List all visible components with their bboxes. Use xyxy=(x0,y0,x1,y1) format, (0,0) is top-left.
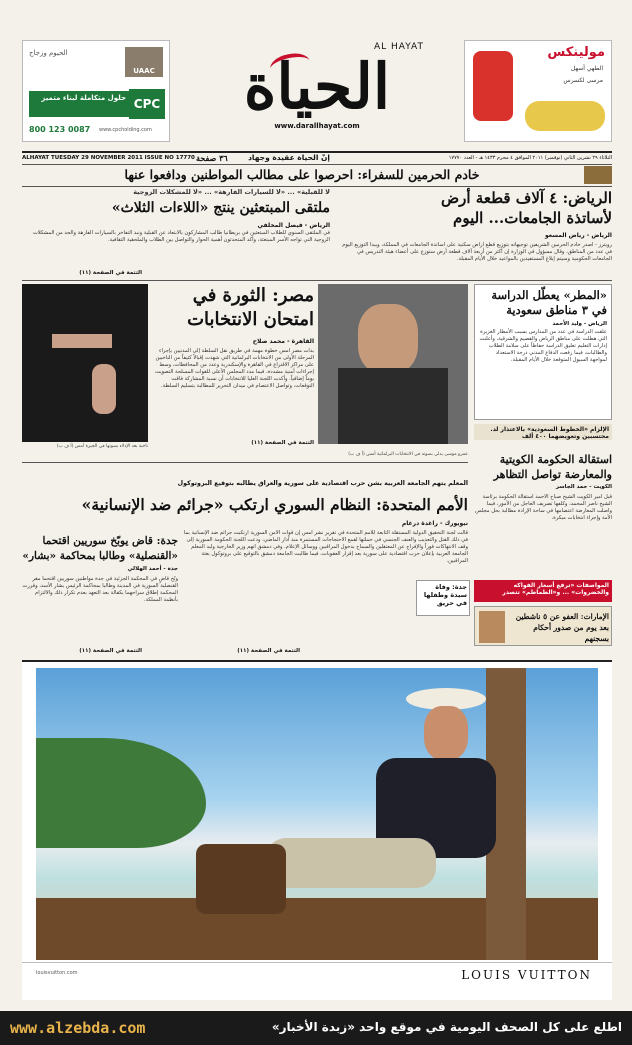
banner-headline[interactable]: خادم الحرمين للسفراء: احرصوا على مطالب المواطنين ودافعوا عنها xyxy=(124,167,480,182)
masthead-url[interactable]: www.darallhayat.com xyxy=(274,122,360,130)
forum-byline: الرياض - فيصل المخلفي xyxy=(257,222,330,229)
trousers xyxy=(266,838,436,888)
ad-right-product: مرسى لكسرس xyxy=(563,77,603,84)
egypt-headline[interactable]: مصر: الثورة في امتحان الانتخابات xyxy=(187,285,314,330)
bottom-ticker[interactable] xyxy=(0,1011,632,1045)
rain-body: علقت الدراسة في عدد من المدارس بسبب الأمطار الغزيرة التي هطلت على مناطق الرياض والقصيم والشرقية، وأعلنت إدارات التعليم تعليق الدراسة حفاظاً على سلامة الطلاب والطالبات، فيما رفعت الدفاع المدني درجة الاستعداد لمواجهة السيول المتوقعة خلال الأيام المقبلة. xyxy=(479,329,607,363)
uaac-logo: UAAC xyxy=(125,47,163,77)
banner-rule xyxy=(22,186,612,187)
rain-byline: الرياض - وليد الأحمد xyxy=(552,321,607,327)
airline-headline[interactable]: الإلزام «الخطوط السعودية» بالاعتذار لد. محتسبين وتعويضهما ٤٠٠ ألف xyxy=(474,424,612,440)
riyadh-body: رويترز - أصدر خادم الحرمين الشريفين توجيهاته بتوزيع قطع أراض سكنية على أساتذة الجامعات في المملكة، ويبدأ التوزيع اليوم في عدد من المناطق، وقال مسؤول في الوزارة إن أكثر من أربعة آلاف قطعة أرض ستوزع على أعضاء هيئة التدريس في الجامعات الحكومية وسيتم إبلاغ المستفيدين بالمواعيد خلال الأيام المقبلة. xyxy=(342,242,612,262)
jeddah-body: وبّخ قاضٍ في المحكمة الجزئية في جدة مواطنين سوريين اقتحما مقر القنصلية السورية في المدينة وطالبا بمحاكمة الرئيس بشار الأسد، وقررت المحكمة إطلاق سراحهما بكفالة بعد التعهد بعدم تكرار ذلك والالتزام بأنظمة المملكة. xyxy=(22,576,178,603)
caption-moussa: عمرو موسى يدلي بصوته في الانتخابات البرلمانية أمس (أ ف ب) xyxy=(348,452,468,457)
ad-left-phone: 800 123 0087 xyxy=(29,125,91,134)
ticker-url[interactable]: www.alzebda.com xyxy=(10,1019,146,1037)
arab-headline[interactable]: الأمم المتحدة: النظام السوري ارتكب «جرائم ضد الإنسانية» xyxy=(81,495,468,514)
pages-count: ٣٦ صفحة xyxy=(196,153,228,163)
ad-left-tag: الحيوم وزجاج xyxy=(29,49,68,57)
ad-louis-vuitton[interactable] xyxy=(22,660,612,1000)
arab-body: قالت لجنة التحقيق الدولية المستقلة التابعة للأمم المتحدة في تقرير نشر أمس إن قوات الأمن السورية ارتكبت جرائم ضد الإنسانية بما في ذلك القتل والتعذيب والعنف الجنسي في حملتها لقمع الاحتجاجات المستمرة منذ آذار الماضي، ودعت اللجنة الحكومة السورية إلى وقف الانتهاكات فوراً والإفراج عن المعتقلين والسماح بدخول المراقبين ووسائل الإعلام. وفي دمشق اتهم وزير الخارجية وليد المعلم الجامعة العربية بإعلان حرب اقتصادية على سورية بعد إقرار العقوبات، فيما طالبت الجامعة دمشق بالتوقيع على بروتوكول بعثة المراقبين. xyxy=(183,530,468,564)
palm-trees xyxy=(36,738,206,848)
riyadh-headline[interactable]: الرياض: ٤ آلاف قطعة أرض لأساتذة الجامعات... اليوم xyxy=(441,189,612,227)
sheikh-photo xyxy=(479,611,505,643)
arab-continue[interactable]: التتمة في الصفحة (١١) xyxy=(237,648,300,654)
egypt-byline: القاهرة - محمد صلاح xyxy=(252,338,314,345)
eyes-strip xyxy=(52,334,112,348)
arab-kicker: المعلم يتهم الجامعة العربية بشن حرب اقتصادية على سورية والعراق يطالبه بتوقيع البروتوكول xyxy=(177,480,468,487)
mini-story-prices[interactable]: المواصفات «ترفع أسعار الفواكه والخضروات» ... و«الطماطم» تتصدر xyxy=(474,580,612,602)
ad-left-site: www.cpcholding.com xyxy=(99,127,152,133)
dateline-rule-2 xyxy=(22,164,612,165)
arab-rule xyxy=(22,462,468,463)
forum-continue[interactable]: التتمة في الصفحة (١١) xyxy=(79,270,142,276)
egypt-body: بدأت مصر أمس خطوة مهمة في طريق نقل السلطة إلى المدنيين بإجراء المرحلة الأولى من الانتخابات البرلمانية التي شهدت إقبالاً كثيفاً من الناخبين على مراكز الاقتراع في القاهرة والإسكندرية وعدد من المحافظات، وسط إجراءات أمنية مشددة، فيما مدد المجلس الأعلى للقوات المسلحة التصويت يوماً إضافياً. وأكدت اللجنة العليا للانتخابات أن نسبة المشاركة فاقت التوقعات، وتواصل الاعتصام في ميدان التحرير للمطالبة بتسليم السلطة. xyxy=(155,348,314,389)
jeddah-headline[interactable]: جدة: قاض يوبّخ سوريين اقتحما «القنصلية» وطالبا بمحاكمة «بشار» xyxy=(22,535,178,562)
ad-right-sub: الطهي أسهل xyxy=(570,65,603,72)
rain-headline[interactable]: «المطر» يعطّل الدراسة في ٣ مناطق سعودية xyxy=(491,288,607,317)
arab-byline: نيويورك - راغدة درغام xyxy=(401,520,468,527)
jeddah-continue[interactable]: التتمة في الصفحة (١١) xyxy=(79,648,142,654)
ad-brand: LOUIS VUITTON xyxy=(461,968,592,982)
lv-bag xyxy=(196,844,286,914)
masthead-title: الحياة xyxy=(243,50,391,123)
face-shape xyxy=(358,304,418,374)
ad-right-brand: مولينكس xyxy=(547,45,605,60)
kuwait-byline: الكويت - حمد الجاسر xyxy=(555,484,612,490)
ad-left-promo: حلول متكاملة لبناء متميز xyxy=(29,91,129,117)
ad-credit: louisvuitton.com xyxy=(36,970,78,976)
uae-headline: الإمارات: العفو عن ٥ ناشطين بعد يوم من صدور أحكام بسجنهم xyxy=(515,612,609,643)
kuwait-body: قبل أمير الكويت الشيخ صباح الأحمد استقالة الحكومة برئاسة الشيخ ناصر المحمد، وكلفها تصريف العاجل من الأمور، فيما واصلت المعارضة اعتصامها في ساحة الإرادة مطالبة بحل مجلس الأمة وإجراء انتخابات مبكرة. xyxy=(475,494,612,521)
forum-kicker: لا للقبلية» ... «لا للسيارات الفارهة» ... «لا للمشكلات الزوجية xyxy=(133,188,330,196)
row1-rule xyxy=(22,280,612,281)
jeddah-byline: جدة - أحمد الهلالي xyxy=(127,566,178,572)
cpc-logo-icon: CPC xyxy=(129,89,165,119)
mini-story-fire[interactable]: جدة: وفاة سيدة وطفلها في حريق xyxy=(416,580,470,616)
slogan: إنّ الحياة عقيدة وجهاد xyxy=(248,153,330,162)
ticker-text: اطلع على كل الصحف اليومية في موقع واحد «زبدة الأخبار» xyxy=(271,1020,622,1034)
caption-voter: ناخبة بعد الإدلاء بصوتها في الجيزة أمس (أ ف ب) xyxy=(56,444,148,449)
voter-photo xyxy=(22,284,148,442)
man-face xyxy=(424,706,468,760)
egypt-continue[interactable]: التتمة في الصفحة (١١) xyxy=(251,440,314,446)
mixer-image xyxy=(473,51,513,121)
ad-rule xyxy=(22,962,612,963)
dateline-arabic: الثلاثاء ٢٩ تشرين الثاني (نوفمبر) ٢٠١١ الموافق ٤ محرم ١٤٣٣ هـ - العدد ١٧٧٧٠ xyxy=(448,155,612,161)
uae-box[interactable] xyxy=(474,606,612,646)
rain-box xyxy=(474,284,612,420)
masthead-latin: AL HAYAT xyxy=(373,42,424,52)
inked-finger xyxy=(92,364,116,414)
masthead xyxy=(186,40,448,150)
kuwait-headline[interactable]: استقالة الحكومة الكويتية والمعارضة تواصل التظاهر xyxy=(493,453,612,481)
ad-right[interactable] xyxy=(464,40,612,142)
forum-body: في الملتقى السنوي للطلاب المبتعثين في بريطانيا طالب المشاركون بالابتعاد عن القبلية ونبذ التفاخر بالسيارات الفارهة والحد من المشكلات الزوجية التي تواجه الأسر المبتعثة، وأكد المتحدثون أهمية الحوار والتواصل بين الطلاب والملحقية الثقافية. xyxy=(32,230,330,243)
moussa-photo xyxy=(318,284,468,444)
forum-headline[interactable]: ملتقى المبتعثين ينتج «اللاءات الثلاث» xyxy=(111,200,330,216)
dateline-english: ALHAYAT TUESDAY 29 NOVEMBER 2011 ISSUE NO 17770 xyxy=(22,155,195,161)
riyadh-byline: الرياض - رياض المسعو xyxy=(545,232,612,239)
vegetables-image xyxy=(525,101,605,131)
king-photo xyxy=(584,166,612,184)
suit-shape xyxy=(338,368,448,444)
ad-left[interactable] xyxy=(22,40,170,142)
ad-photo xyxy=(36,668,598,960)
